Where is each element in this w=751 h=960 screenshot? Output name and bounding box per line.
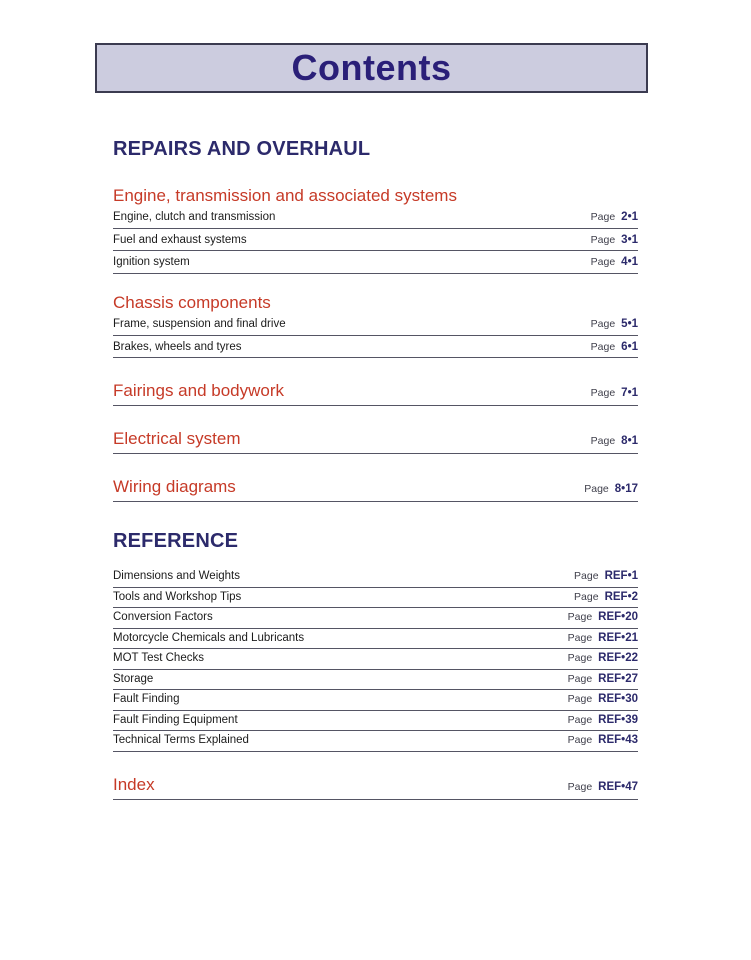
- page-word: Page: [590, 233, 616, 246]
- table-of-contents: [113, 138, 638, 800]
- part-heading-repairs: REPAIRS AND OVERHAUL: [113, 138, 371, 160]
- toc-section-page: [568, 781, 638, 793]
- toc-entry[interactable]: [113, 210, 638, 229]
- toc-entry-page: [568, 652, 638, 664]
- page-word: Page: [590, 256, 616, 269]
- toc-entry-page: [574, 591, 638, 603]
- toc-entry[interactable]: [113, 733, 638, 752]
- toc-entry-page: [591, 318, 638, 330]
- toc-entry[interactable]: [113, 713, 638, 732]
- toc-entry-label: Fault Finding Equipment: [113, 713, 238, 726]
- toc-entry-label: Brakes, wheels and tyres: [113, 340, 242, 353]
- part-heading-reference: REFERENCE: [113, 530, 239, 553]
- page-number: 5•1: [621, 318, 638, 331]
- toc-entry[interactable]: [113, 610, 638, 629]
- toc-section-page: [591, 435, 638, 447]
- page-number: 2•1: [621, 211, 638, 224]
- toc-entry-page: [568, 673, 638, 685]
- toc-section-label: Wiring diagrams: [113, 477, 236, 497]
- page-word: Page: [567, 734, 593, 747]
- toc-section-index[interactable]: [113, 774, 638, 800]
- toc-entry[interactable]: [113, 692, 638, 711]
- toc-entry-page: [591, 341, 638, 353]
- toc-entry-label: Fault Finding: [113, 693, 180, 706]
- toc-entry[interactable]: [113, 590, 638, 609]
- toc-entry[interactable]: [113, 340, 638, 359]
- page-word: Page: [590, 340, 616, 353]
- page-number: REF•43: [598, 734, 638, 747]
- page-word: Page: [567, 631, 593, 644]
- toc-section-label: Index: [113, 775, 155, 794]
- toc-entry-label: Fuel and exhaust systems: [113, 233, 247, 246]
- page-number: REF•1: [604, 570, 638, 583]
- page-word: Page: [574, 570, 599, 583]
- page-word: Page: [590, 435, 616, 448]
- page-number: REF•20: [598, 611, 638, 624]
- toc-section-page: [584, 483, 638, 495]
- toc-entry-label: Motorcycle Chemicals and Lubricants: [113, 631, 305, 644]
- page-word: Page: [567, 781, 593, 793]
- page-number: REF•30: [598, 693, 638, 706]
- page-number: REF•27: [598, 672, 638, 685]
- page-number: 3•1: [621, 233, 638, 246]
- group-heading-chassis: Chassis components: [113, 292, 271, 312]
- page-number: 8•1: [621, 435, 638, 448]
- page-number: REF•22: [598, 652, 638, 665]
- page-title: Contents: [291, 47, 452, 88]
- toc-entry[interactable]: [113, 631, 638, 650]
- toc-section-label: Fairings and bodywork: [113, 381, 285, 401]
- contents-title-banner: [95, 43, 648, 93]
- page-word: Page: [590, 211, 616, 224]
- page-number: 8•17: [614, 483, 638, 496]
- page-word: Page: [567, 672, 593, 685]
- group-heading-engine: Engine, transmission and associated systems: [113, 186, 457, 205]
- page-word: Page: [590, 387, 616, 400]
- toc-section-wiring[interactable]: [113, 476, 638, 502]
- page-word: Page: [574, 590, 599, 603]
- page-number: REF•39: [598, 713, 638, 726]
- toc-entry-label: Engine, clutch and transmission: [113, 211, 276, 224]
- page-number: REF•2: [604, 590, 638, 603]
- toc-entry-page: [591, 211, 638, 223]
- page-word: Page: [567, 713, 593, 726]
- page-word: Page: [567, 611, 593, 624]
- toc-section-electrical[interactable]: [113, 428, 638, 454]
- toc-entry[interactable]: [113, 233, 638, 252]
- toc-entry-label: Storage: [113, 672, 154, 685]
- toc-entry[interactable]: [113, 317, 638, 336]
- page-word: Page: [590, 318, 616, 331]
- reference-entry-list: [113, 569, 638, 752]
- page-word: Page: [567, 693, 593, 706]
- toc-entry-page: [568, 693, 638, 705]
- toc-entry-page: [574, 570, 638, 582]
- toc-section-fairings[interactable]: [113, 380, 638, 406]
- toc-entry-page: [568, 632, 638, 644]
- toc-section-page: [591, 387, 638, 399]
- toc-entry-label: Tools and Workshop Tips: [113, 590, 242, 603]
- toc-entry-page: [568, 734, 638, 746]
- toc-entry-page: [591, 256, 638, 268]
- toc-entry[interactable]: [113, 255, 638, 274]
- page-word: Page: [584, 483, 609, 496]
- group-engine: [113, 185, 638, 274]
- group-chassis: [113, 292, 638, 358]
- page-number: REF•47: [598, 781, 638, 793]
- toc-entry-label: Dimensions and Weights: [113, 570, 240, 583]
- page-word: Page: [567, 652, 593, 665]
- toc-entry-label: Conversion Factors: [113, 611, 213, 624]
- toc-entry-label: MOT Test Checks: [113, 652, 204, 665]
- page-number: 6•1: [621, 340, 638, 353]
- toc-entry-page: [591, 234, 638, 246]
- toc-entry[interactable]: [113, 672, 638, 691]
- page-number: 4•1: [621, 256, 638, 269]
- toc-entry-label: Frame, suspension and final drive: [113, 318, 286, 331]
- page-number: REF•21: [598, 631, 638, 644]
- toc-entry[interactable]: [113, 569, 638, 588]
- toc-section-label: Electrical system: [113, 429, 241, 449]
- toc-entry-label: Ignition system: [113, 256, 190, 269]
- toc-entry-label: Technical Terms Explained: [113, 734, 249, 747]
- page-number: 7•1: [621, 387, 638, 400]
- toc-entry-page: [568, 611, 638, 623]
- toc-entry[interactable]: [113, 651, 638, 670]
- toc-entry-page: [568, 714, 638, 726]
